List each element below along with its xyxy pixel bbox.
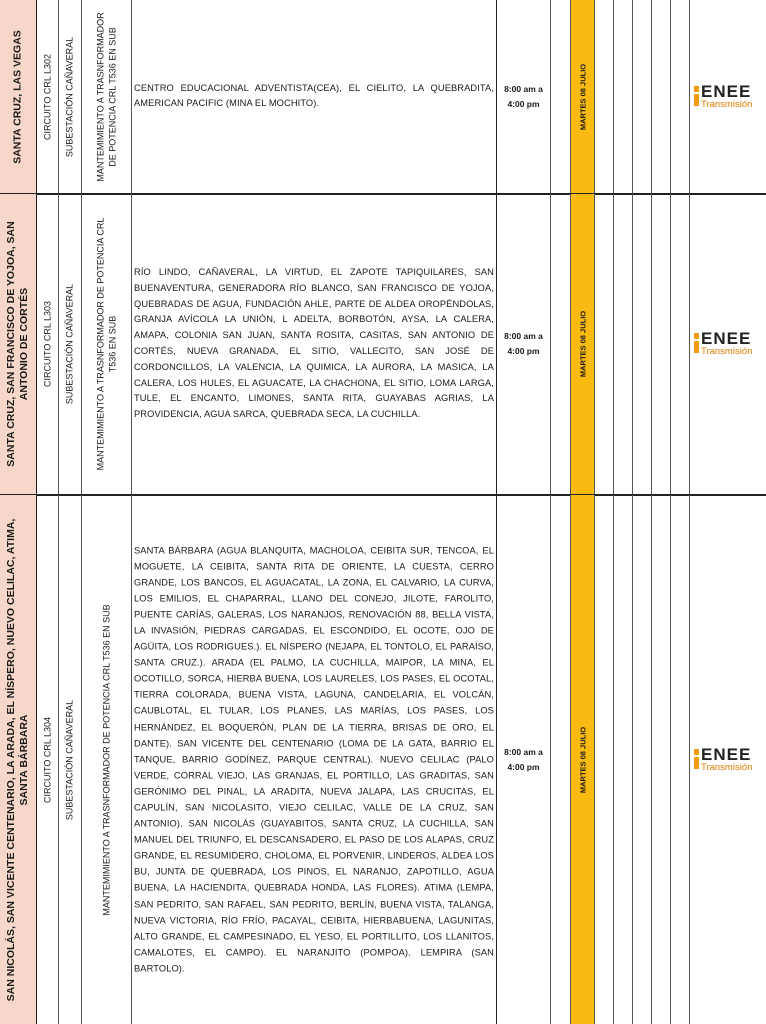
enee-mark-icon [694, 86, 699, 106]
day-label: MARTES 08 JULIO [578, 63, 587, 130]
time-end: 4:00 pm [507, 346, 540, 356]
work-cell [82, 194, 132, 494]
municipality-cell [0, 495, 37, 1024]
empty-cell [551, 194, 571, 494]
logo-word: ENEE [701, 81, 752, 101]
logo-subtitle: Transmisión [701, 346, 753, 357]
substation-cell [59, 0, 82, 193]
municipality-line: SANTA CRUZ, SAN FRANCISCO DE YOJOA, SAN [5, 221, 17, 467]
logo-word: ENEE [701, 329, 752, 348]
work-line: MANTEMIMIENTO A TRASNFORMADOR DE POTENCIA CRL T536 EN SUB [100, 603, 111, 916]
logo-subtitle: Transmisión [701, 761, 753, 773]
affected-areas-text: CENTRO EDUCACIONAL ADVENTISTA(CEA), EL CIELITO, LA QUEBRADITA, AMERICAN PACIFIC (MINA EL MOCHITO). [134, 82, 494, 109]
outage-row-3 [0, 495, 766, 1024]
outage-row-2 [0, 194, 766, 494]
empty-cell [595, 194, 614, 494]
empty-cell [633, 194, 652, 494]
empty-cell [671, 495, 690, 1024]
empty-cell [652, 495, 671, 1024]
municipality-line: ANTONIO DE CORTÉS [18, 287, 30, 401]
time-end: 4:00 pm [507, 98, 540, 109]
empty-cell [595, 495, 614, 1024]
time-start: 8:00 am a [504, 746, 543, 757]
municipality-line: SANTA CRUZ, LAS VEGAS [11, 29, 24, 164]
empty-cell [614, 495, 633, 1024]
circuit-label: CIRCUITO CRL L302 [42, 53, 52, 140]
logo-cell [690, 194, 766, 494]
time-start: 8:00 am a [504, 83, 543, 94]
empty-cell [652, 194, 671, 494]
substation-label: SUBESTACIÓN CAÑAVERAL [64, 36, 75, 157]
empty-cell [633, 495, 652, 1024]
enee-logo [694, 331, 764, 357]
affected-areas-text: RÍO LINDO, CAÑAVERAL, LA VIRTUD, EL ZAPOTE TAPIQUILARES, SAN BUENAVENTURA, GENERADORA RÍO BLANCO, SAN FRANCISCO DE YOJOA, QUEBRADAS DE AGUA, FUNDACIÓN AHLE, PARTE DE ALDEA OROPÉNDOLAS, GRANJA AVÍCOLA LA UNIÓN, L ADELTA, BORBOTÓN, AYSA, LA CALERA, AMAPA, COLONIA SAN JUAN, SANTA ROSITA, CASITAS, SAN ANTONIO DE CORTÉS, NUEVA GRANADA, EL SITIO, VALLECITO, SAN JOSÉ DE CORDONCILLOS, LA VALENCIA, LA QUIMICA, LA AURORA, LA MASICA, LA CALERA, LOS HULES, EL AGUACATE, LA CHACHONA, EL SITIO, LOMA LARGA, TULE, EL ENCANTO, LIMONES, SANTA RITA, GUAYABAS AGRIAS, LA PROVIDENCIA, AGUA SARCA, QUEBRADA SECA, LA CUCHILLA. [134, 267, 494, 420]
municipality-line: SAN NICOLÁS, SAN VICENTE CENTENARIO, LA ARADA, EL NÍSPERO, NUEVO CELILAC, ATIMA, [5, 518, 17, 1001]
time-cell [497, 0, 551, 193]
logo-cell [690, 495, 766, 1024]
empty-cell [652, 0, 671, 193]
work-line: MANTEMIMIENTO A TRASNFORMADOR DE POTENCIA CRL [95, 217, 105, 471]
enee-logo [694, 744, 764, 773]
time-cell [497, 495, 551, 1024]
logo-word: ENEE [701, 744, 752, 764]
circuit-cell [37, 495, 59, 1024]
empty-cell [551, 0, 571, 193]
enee-logo [694, 81, 764, 110]
circuit-cell [37, 194, 59, 494]
substation-cell [59, 194, 82, 494]
circuit-label: CIRCUITO CRL L304 [42, 716, 52, 803]
municipality-cell [0, 0, 37, 193]
outage-row-1 [0, 0, 766, 193]
areas-cell [132, 495, 497, 1024]
empty-cell [595, 0, 614, 193]
work-cell [82, 495, 132, 1024]
substation-label: SUBESTACIÓN CAÑAVERAL [64, 699, 75, 820]
circuit-label: CIRCUITO CRL L303 [42, 300, 52, 388]
work-line: MANTEMIMIENTO A TRASNFORMADOR [95, 11, 105, 182]
empty-cell [633, 0, 652, 193]
substation-label: SUBESTACIÓN CAÑAVERAL [64, 283, 75, 405]
empty-cell [614, 0, 633, 193]
day-cell [571, 194, 595, 494]
empty-cell [671, 0, 690, 193]
day-cell [571, 0, 595, 193]
enee-mark-icon [694, 749, 699, 769]
day-label: MARTES 08 JULIO [578, 310, 587, 378]
time-end: 4:00 pm [507, 761, 540, 772]
empty-cell [614, 194, 633, 494]
work-cell [82, 0, 132, 193]
work-line: T536 EN SUB [106, 315, 117, 373]
circuit-cell [37, 0, 59, 193]
areas-cell [132, 0, 497, 193]
areas-cell [132, 194, 497, 494]
logo-subtitle: Transmisión [701, 98, 753, 110]
substation-cell [59, 495, 82, 1024]
empty-cell [671, 194, 690, 494]
affected-areas-text: SANTA BÁRBARA (AGUA BLANQUITA, MACHOLOA, CEIBITA SUR, TENCOA, EL MOGUETE, LA CEIBITA, SANTA RITA DE ORIENTE, LA CUESTA, CERRO GRANDE, LOS BANCOS, EL AGUACATAL, LA ZONA, EL CALVARIO, LA CURVA, LOS EMILIOS, EL CHAPARRAL, LLANO DEL CONEJO, JILOTE, FAROLITO, PUENTE CARÍAS, GALERAS, LOS NARANJOS, RENOVACIÓN 88, BELLA VISTA, LA INVASIÓN, PIEDRAS CARGADAS, EL ESCONDIDO, EL OCOTE, OJO DE AGÜITA, LOS RODRIGUES.). EL NÍSPERO (NEJAPA, EL TONTOLO, EL PARAÍSO, SANTA CRUZ.). ARADA (EL PALMO, LA CUCHILLA, MAIPOR, LA MINA, EL OCOTILLO, SORCA, HIERBA BUENA, LOS LAURELES, LOS PASES, EL OCOTAL, TIERRA COLORADA, BUENA VISTA, LAGUNA, CANDELARIA, EL VOLCÁN, CAUBLOTAL, EL TULAR, LOS PLANES, LAS MARÍAS, LOS PASES, LOS HERNÁNDEZ, EL BOQUERÓN, PLAN DE LA TIERRA, BRISAS DE ORO, EL DANTE). SAN VICENTE DEL CENTENARIO (LOMA DE LA GATA, BARRIO EL TANQUE, BARRIO GODÍNEZ, PARQUE CENTRAL). NUEVO CELILAC (PALO VERDE, CORRAL VIEJO, LAS GRANJAS, EL PORTILLO, LAS GRADITAS, SAN GERÓNIMO DEL PINAL, LA ARADITA, NUEVA JALAPA, LAS CRUCITAS, EL CAPULÍN, SAN NICOLASITO, VIEJO CELILAC, VALLE DE LA CRUZ, SAN ANTONIO). SAN NICOLÁS (GUAYABITOS, SANTA CRUZ, LA CUCHILLA, SAN MANUEL DEL TRIUNFO, EL DESCANSADERO, EL PASO DE LOS ALAPAS, CRUZ GRANDE, EL RESUMIDERO, CHOLOMA, EL PORVENIR, LINDEROS, ALDEA LOS BU, JUNTA DE QUEBRADA, LOS PINOS, EL NARANJO, ZAPOTILLO, AGUA BUENA, LA HACIENDITA, QUEBRADA HONDA, LAS FLORES). ATIMA (LEMPA, SAN PEDRITO, SAN RAFAEL, SAN PEDRITO, BERLÍN, BUENA VISTA, TALANGA, NUEVA VICTORIA, RÍO FRÍO, PACAYAL, CEIBITA, HIERBABUENA, LAGUNITAS, ALTO GRANDE, EL CAMPESINADO, EL YESO, EL PORTILLITO, LOS LLANITOS, CAMALOTES, EL CAMPO). EL NARANJITO (POMPOA). LEMPIRA (SAN BARTOLO). [134, 545, 494, 974]
work-line: DE POTENCIA CRL T536 EN SUB [106, 26, 117, 167]
time-cell [497, 194, 551, 494]
municipality-cell [0, 194, 37, 494]
day-cell [571, 495, 595, 1024]
municipality-line: SANTA BÁRBARA [18, 714, 30, 806]
day-label: MARTES 08 JULIO [578, 726, 587, 793]
time-start: 8:00 am a [504, 331, 543, 341]
logo-cell [690, 0, 766, 193]
empty-cell [551, 495, 571, 1024]
enee-mark-icon [694, 333, 699, 353]
